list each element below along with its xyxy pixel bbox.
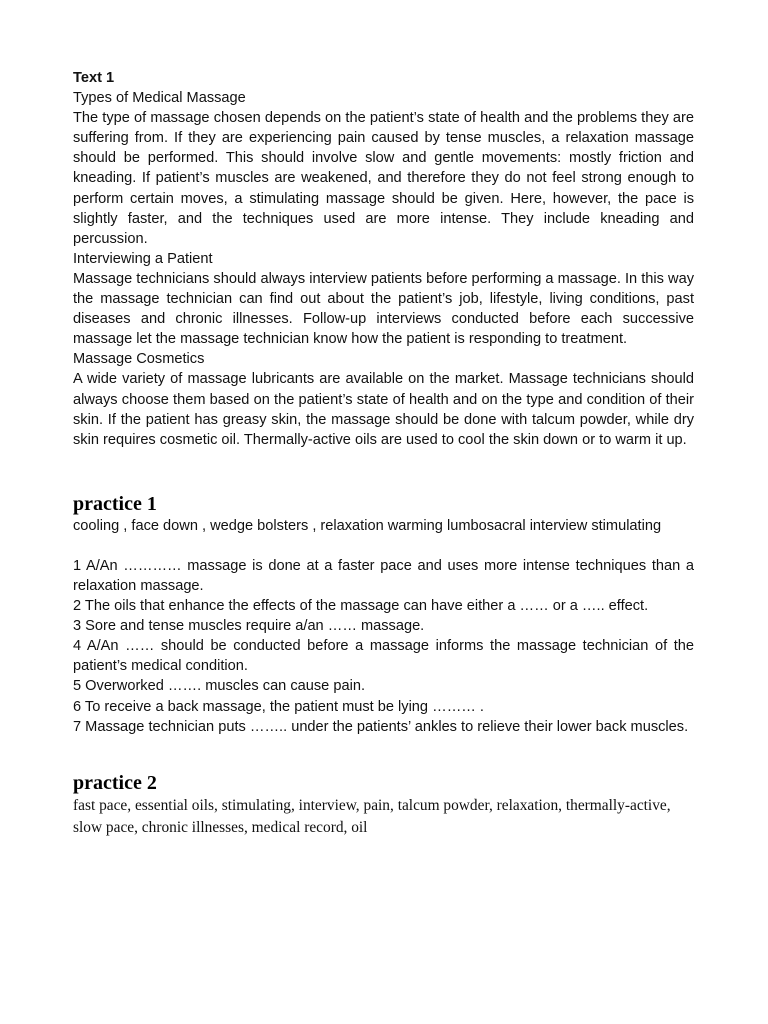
list-item: 5 Overworked ……. muscles can cause pain. <box>73 678 365 695</box>
section-body: Massage technicians should always interview patients before performing a massage. In this way the massage technician can find out about the patient’s job, lifestyle, living conditions, past diseases and chronic illnesses. Follow-up interviews conducted before each successive massage let the massage technician know how the patient is responding to treatment. <box>73 270 694 348</box>
section-heading: Types of Medical Massage <box>73 90 246 107</box>
section-interviewing <box>73 249 694 349</box>
list-item: 4 A/An …… should be conducted before a massage informs the massage technician of the patient’s medical condition. <box>73 638 694 675</box>
section-body: The type of massage chosen depends on the patient’s state of health and the problems they are suffering from. If they are experiencing pain caused by tense muscles, a relaxation massage should be performed. This should involve slow and gentle movements: mostly friction and kneading. If patient’s muscles are weakened, and therefore they do not feel strong enough to perform certain moves, a stimulating massage should be given. Here, however, the pace is slightly faster, and the techniques used are more intense. They include kneading and percussion. <box>73 110 694 247</box>
list-item: 1 A/An ………… massage is done at a faster pace and uses more intense techniques than a relaxation massage. <box>73 557 694 594</box>
list-item: 2 The oils that enhance the effects of the massage can have either a …… or a ….. effect. <box>73 598 649 615</box>
section-body: A wide variety of massage lubricants are available on the market. Massage technicians should always choose them based on the patient’s state of health and on the type and condition of their skin. If the patient has greasy skin, the massage should be done with talcum powder, while dry skin requires cosmetic oil. Thermally-active oils are used to cool the skin down or to warm it up. <box>73 371 694 448</box>
document-page <box>73 68 694 839</box>
list-item: 6 To receive a back massage, the patient must be lying ……… . <box>73 698 484 715</box>
practice1-word-bank: cooling , face down , wedge bolsters , relaxation warming lumbosacral interview stimulating <box>73 517 662 534</box>
practice2-title: practice 2 <box>73 771 157 794</box>
section-heading: Interviewing a Patient <box>73 250 213 267</box>
practice1-title: practice 1 <box>73 492 157 515</box>
section-types-of-massage <box>73 88 694 249</box>
text1-title: Text 1 <box>73 70 115 86</box>
practice1-items <box>73 556 694 737</box>
practice2-word-bank: fast pace, essential oils, stimulating, interview, pain, talcum powder, relaxation, thermally-active, slow pace, chronic illnesses, medical record, oil <box>73 796 671 836</box>
section-heading: Massage Cosmetics <box>73 351 205 368</box>
section-cosmetics <box>73 349 694 449</box>
list-item: 7 Massage technician puts …….. under the patients’ ankles to relieve their lower back muscles. <box>73 718 689 735</box>
practice1-block <box>73 492 694 737</box>
practice2-block <box>73 771 694 839</box>
list-item: 3 Sore and tense muscles require a/an …… massage. <box>73 618 425 635</box>
